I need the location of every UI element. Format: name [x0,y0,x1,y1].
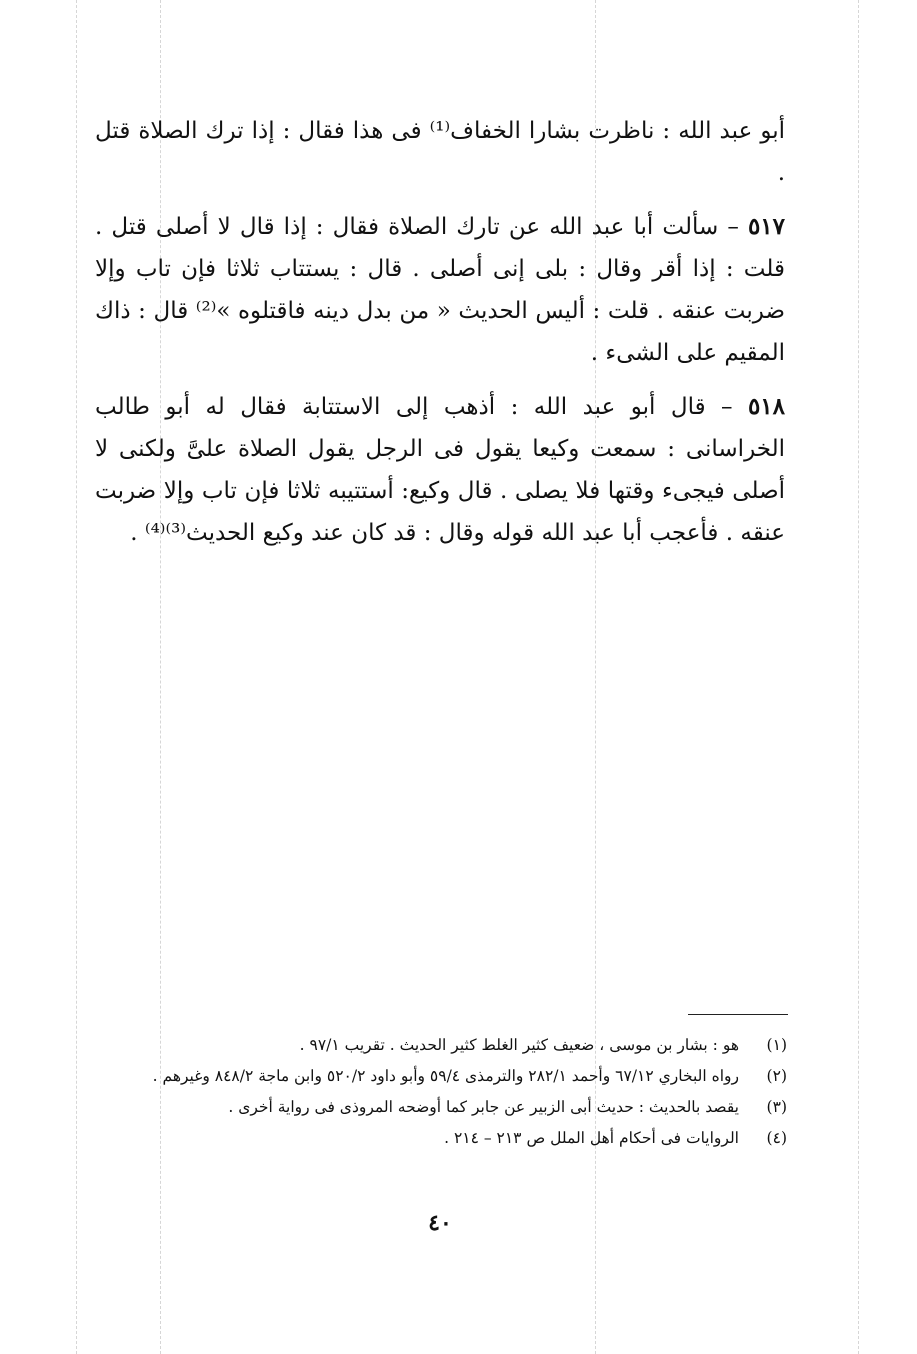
main-text [95,110,785,566]
intro-paragraph: أبو عبد الله : ناظرت بشارا الخفاف⁽¹⁾ فى هذا فقال : إذا ترك الصلاة قتل . [95,118,785,186]
paragraph-text: – قال أبو عبد الله : أذهب إلى الاستتابة فقال له أبو طالب الخراسانى : سمعت وكيعا يقول فى الرجل يقول الصلاة علىَّ ولكنى لا أصلى فيجىء وقتها فلا يصلى . قال وكيع: أستتيبه ثلاثا فإن تاب وإلا ضربت عنقه . فأعجب أبا عبد الله قوله وقال : قد كان عند وكيع الحديث⁽³⁾⁽⁴⁾ . [95,394,785,546]
footnote-number: (١) [766,1036,787,1054]
footnote [95,1030,787,1061]
paragraph-number: ٥١٧ [747,213,786,240]
footnote-text: الروايات فى أحكام أهل الملل ص ٢١٣ – ٢١٤ . [444,1129,739,1147]
page-number: ٤٠ [428,1210,452,1236]
scan-guide-line [76,0,77,1354]
footnote-text: هو : بشار بن موسى ، ضعيف كثير الغلط كثير الحديث . تقريب ٩٧/١ . [299,1036,739,1054]
footnote-text: رواه البخاري ٦٧/١٢ وأحمد ٢٨٢/١ والترمذى ٥٩/٤ وأبو داود ٥٢٠/٢ وابن ماجة ٨٤٨/٢ وغيرهم . [152,1067,739,1085]
footnote-separator [688,1014,788,1015]
scan-guide-line [858,0,859,1354]
paragraph-number: ٥١٨ [747,393,785,420]
footnote-number: (٢) [766,1067,787,1085]
footnotes [95,1030,787,1154]
paragraph-518 [95,386,785,554]
footnote-number: (٤) [766,1129,787,1147]
footnote-number: (٣) [766,1098,787,1116]
footnote-text: يقصد بالحديث : حديث أبى الزبير عن جابر كما أوضحه المروذى فى رواية أخرى . [228,1098,739,1116]
footnote [95,1061,787,1092]
footnote [95,1123,787,1154]
paragraph-text: – سألت أبا عبد الله عن تارك الصلاة فقال : إذا قال لا أصلى قتل . قلت : إذا أقر وقال : بلى إنى أصلى . قال : يستتاب ثلاثا فإن تاب وإلا ضربت عنقه . قلت : أليس الحديث « من بدل دينه فاقتلوه »⁽²⁾ قال : ذاك المقيم على الشىء . [95,214,785,366]
paragraph-517 [95,206,785,374]
footnote [95,1092,787,1123]
